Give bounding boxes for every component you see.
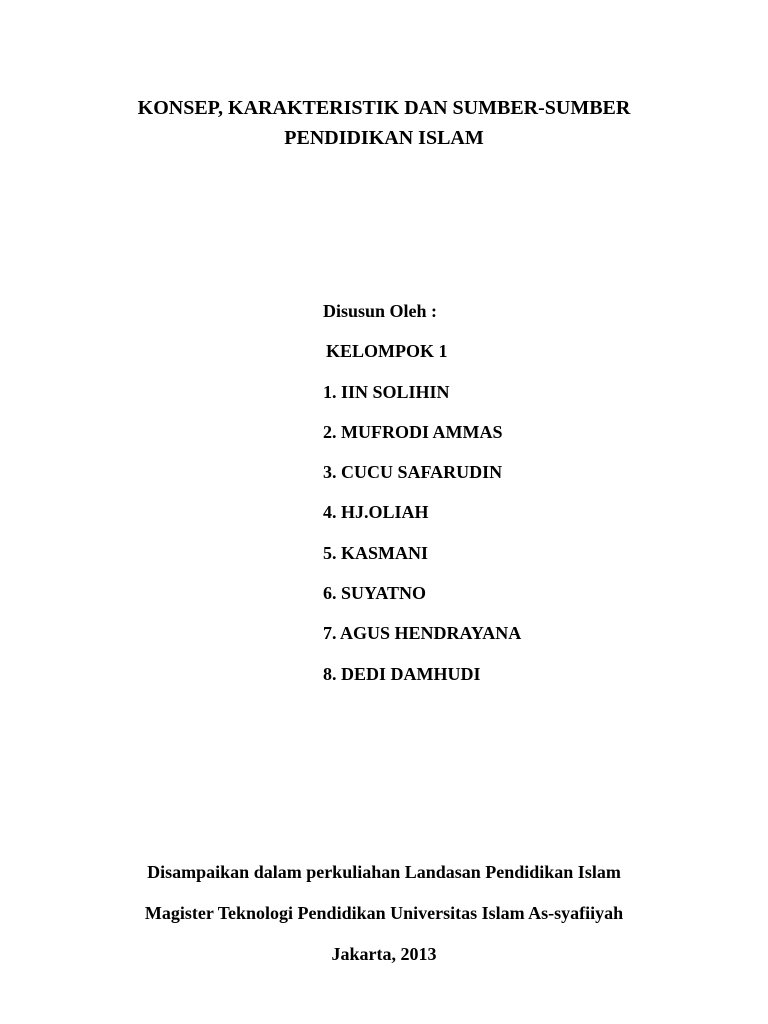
author-block [323, 299, 521, 702]
prepared-by-label: Disusun Oleh : [323, 301, 438, 321]
member-list-item: 2. MUFRODI AMMAS [323, 421, 503, 442]
document-title [0, 93, 768, 153]
member-list-item: 3. CUCU SAFARUDIN [323, 462, 503, 483]
group-name: KELOMPOK 1 [326, 341, 448, 362]
footer-block [0, 860, 768, 983]
member-list-item: 7. AGUS HENDRAYANA [323, 623, 522, 644]
member-list-item: 4. HJ.OLIAH [323, 502, 429, 523]
course-line: Disampaikan dalam perkuliahan Landasan Pendidikan Islam [147, 862, 621, 882]
program-line: Magister Teknologi Pendidikan Universitas Islam As-syafiiyah [144, 903, 624, 923]
title-line-2: PENDIDIKAN ISLAM [284, 127, 484, 149]
title-line-1: KONSEP, KARAKTERISTIK DAN SUMBER-SUMBER [137, 97, 631, 119]
member-list-item: 5. KASMANI [323, 542, 429, 563]
member-list-item: 1. IIN SOLIHIN [323, 381, 450, 402]
member-list-item: 8. DEDI DAMHUDI [323, 663, 481, 684]
member-list-item: 6. SUYATNO [323, 583, 427, 604]
place-date: Jakarta, 2013 [331, 944, 437, 964]
